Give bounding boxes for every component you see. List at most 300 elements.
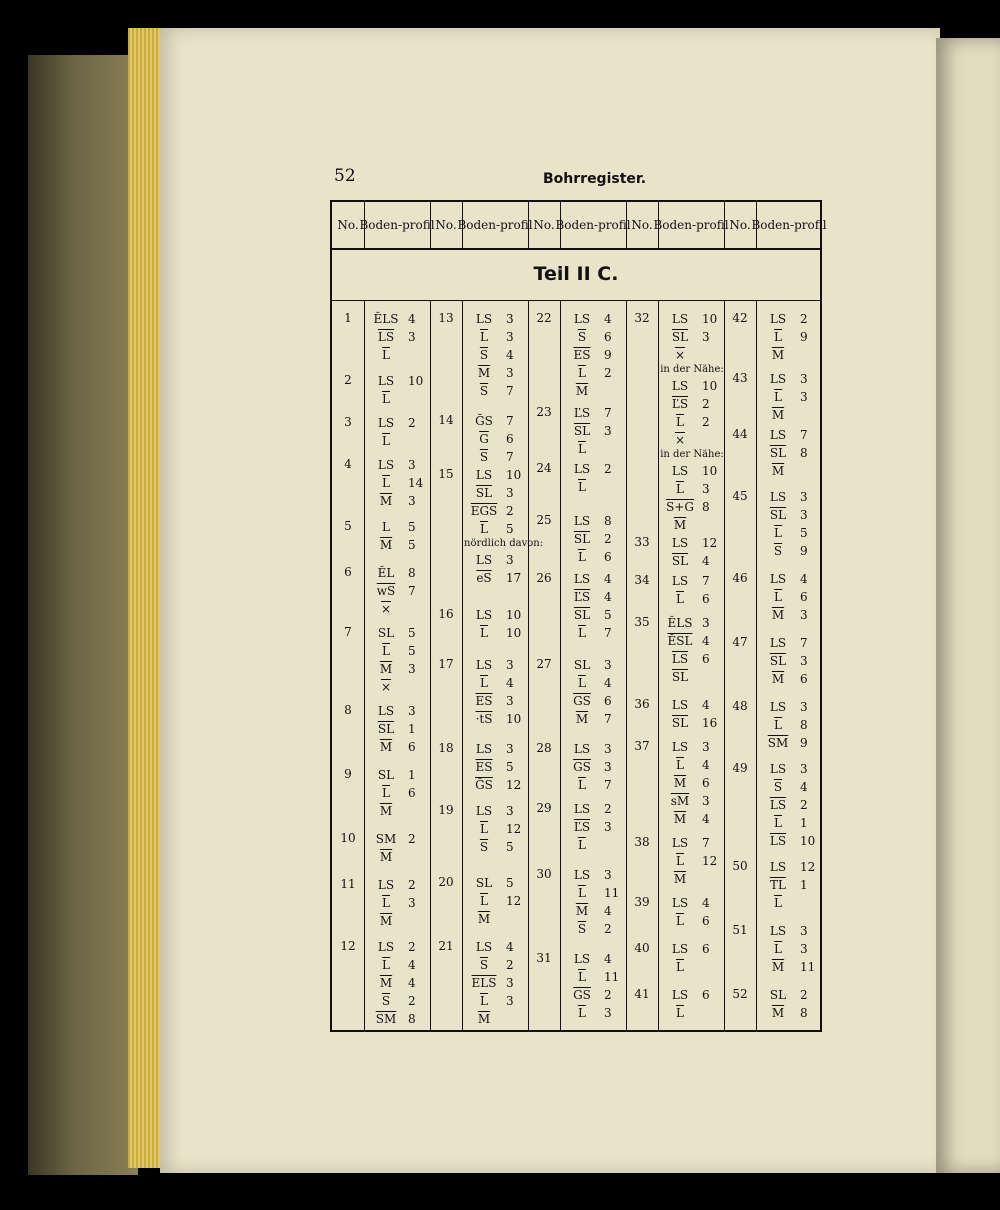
- layer-code: $\overline{L}$: [774, 590, 782, 604]
- profile-layer: [464, 992, 528, 1010]
- profile-layer: [758, 760, 822, 778]
- layer-thickness: 4: [800, 780, 808, 794]
- soil-profile: [464, 938, 528, 1028]
- layer-code: $\overline{LS}$: [671, 652, 689, 666]
- layer-thickness: 10: [702, 464, 718, 478]
- layer-code: $\overline{ES}$: [475, 760, 493, 774]
- profile-layer: [758, 940, 822, 958]
- layer-thickness: 4: [702, 634, 710, 648]
- bore-number: 17: [438, 657, 454, 671]
- layer-thickness: 4: [604, 312, 612, 326]
- layer-code: $\overline{M}$: [379, 976, 393, 990]
- profile-layer: [464, 624, 528, 642]
- profile-layer: [758, 814, 822, 832]
- layer-thickness: 8: [800, 718, 808, 732]
- soil-profile: [758, 488, 822, 560]
- layer-code: $\overline{L}$: [578, 366, 586, 380]
- layer-code: LS: [671, 896, 689, 910]
- layer-thickness: 4: [604, 676, 612, 690]
- layer-thickness: 2: [604, 462, 612, 476]
- profile-layer: [660, 632, 724, 650]
- layer-thickness: 7: [604, 712, 612, 726]
- layer-code: $\overline{S}$: [479, 384, 489, 398]
- layer-thickness: 4: [408, 312, 416, 326]
- layer-thickness: 12: [702, 536, 718, 550]
- layer-code: $\overline{L}$: [480, 994, 488, 1008]
- bore-number: 52: [732, 987, 748, 1001]
- layer-code: LS: [573, 952, 591, 966]
- layer-thickness: 2: [604, 366, 612, 380]
- bore-number: 41: [634, 987, 650, 1001]
- profile-layer: [464, 820, 528, 838]
- soil-profile: [758, 570, 822, 624]
- profile-layer: [660, 792, 724, 810]
- layer-thickness: 3: [800, 762, 808, 776]
- layer-thickness: 7: [506, 384, 514, 398]
- layer-thickness: 4: [506, 348, 514, 362]
- column-divider: [462, 300, 463, 1030]
- profile-layer: [562, 950, 626, 968]
- layer-code: $\overline{wS}$: [376, 584, 396, 598]
- profile-layer: [562, 656, 626, 674]
- layer-code: ·tS: [475, 712, 493, 726]
- profile-layer: [366, 720, 430, 738]
- layer-thickness: 10: [506, 712, 522, 726]
- layer-thickness: 3: [408, 330, 416, 344]
- profile-layer: [366, 766, 430, 784]
- layer-thickness: 6: [702, 592, 710, 606]
- profile-layer: [660, 431, 724, 449]
- profile-layer: [366, 702, 430, 720]
- profile-layer: [758, 796, 822, 814]
- profile-layer: [562, 866, 626, 884]
- profile-layer: [562, 758, 626, 776]
- profile-layer: [758, 524, 822, 542]
- profile-layer: [366, 1010, 430, 1028]
- layer-thickness: 12: [506, 778, 522, 792]
- profile-layer: [366, 660, 430, 678]
- profile-layer: [758, 778, 822, 796]
- layer-thickness: 3: [408, 494, 416, 508]
- layer-thickness: 4: [702, 698, 710, 712]
- profile-layer: [660, 986, 724, 1004]
- profile-layer: [562, 836, 626, 854]
- profile-layer: [758, 876, 822, 894]
- layer-thickness: 6: [506, 432, 514, 446]
- column-divider: [626, 300, 627, 1030]
- profile-layer: [660, 498, 724, 516]
- profile-layer: [758, 588, 822, 606]
- profile-layer: [660, 940, 724, 958]
- profile-layer: [366, 974, 430, 992]
- layer-code: SL: [769, 988, 787, 1002]
- soil-profile: [758, 634, 822, 688]
- layer-code: $\overline{S}$: [773, 544, 783, 558]
- header-bodenprofil: [751, 202, 827, 248]
- layer-code: LS: [769, 636, 787, 650]
- bore-number: 33: [634, 535, 650, 549]
- layer-code: LS: [769, 572, 787, 586]
- layer-thickness: 4: [604, 590, 612, 604]
- header-bodenprofil-line2: profil: [696, 218, 729, 232]
- layer-thickness: 6: [604, 694, 612, 708]
- layer-code: LS: [573, 572, 591, 586]
- bore-number: 39: [634, 895, 650, 909]
- layer-code: $\overline{M}$: [379, 740, 393, 754]
- layer-code: $\overline{M}$: [379, 538, 393, 552]
- layer-thickness: 8: [408, 566, 416, 580]
- profile-layer: [562, 624, 626, 642]
- profile-layer: [660, 413, 724, 431]
- layer-code: $\overline{L}$: [676, 1006, 684, 1020]
- profile-layer: [464, 448, 528, 466]
- profile-layer: [464, 310, 528, 328]
- profile-layer: [366, 784, 430, 802]
- layer-code: LS: [573, 514, 591, 528]
- column-divider: [756, 300, 757, 1030]
- layer-thickness: 5: [604, 608, 612, 622]
- layer-code: ×: [380, 680, 392, 694]
- layer-thickness: 8: [800, 1006, 808, 1020]
- layer-thickness: 3: [506, 330, 514, 344]
- profile-layer: [660, 756, 724, 774]
- layer-code: $\overline{L}$: [774, 942, 782, 956]
- column-divider: [528, 300, 529, 1030]
- profile-layer: [464, 656, 528, 674]
- layer-code: SL: [377, 768, 395, 782]
- profile-layer: [366, 992, 430, 1010]
- layer-code: $\overline{S}$: [479, 840, 489, 854]
- profile-layer: [660, 516, 724, 534]
- layer-thickness: 2: [604, 532, 612, 546]
- header-bodenprofil-line2: profil: [402, 218, 435, 232]
- layer-thickness: 6: [408, 740, 416, 754]
- layer-code: $\overline{ĽS}$: [573, 590, 591, 604]
- layer-code: $\overline{M}$: [477, 912, 491, 926]
- layer-code: $\overline{L}$: [676, 854, 684, 868]
- soil-profile: [660, 894, 724, 930]
- layer-thickness: 4: [702, 812, 710, 826]
- profile-layer: [366, 518, 430, 536]
- facing-page: [936, 38, 1000, 1173]
- layer-code: $\overline{L}$: [578, 838, 586, 852]
- layer-code: L: [382, 520, 390, 534]
- soil-profile: [562, 800, 626, 854]
- column-divider: [364, 300, 365, 1030]
- profile-layer: [366, 310, 430, 328]
- soil-profile: [660, 940, 724, 976]
- bore-number: 10: [340, 831, 356, 845]
- profile-layer: [464, 910, 528, 928]
- profile-layer: [366, 642, 430, 660]
- layer-code: ĔL: [377, 566, 395, 580]
- profile-layer: [562, 404, 626, 422]
- layer-thickness: 3: [702, 794, 710, 808]
- layer-thickness: 3: [800, 942, 808, 956]
- layer-thickness: 10: [702, 379, 718, 393]
- soil-profile: [758, 760, 822, 850]
- profile-layer: [758, 346, 822, 364]
- bore-number: 28: [536, 741, 552, 755]
- profile-layer: [660, 310, 724, 328]
- soil-profile: [366, 564, 430, 618]
- layer-thickness: 3: [506, 553, 514, 567]
- profile-layer: [464, 802, 528, 820]
- layer-code: ĔLS: [373, 312, 399, 326]
- soil-profile: [562, 656, 626, 728]
- profile-layer: [464, 502, 528, 520]
- layer-code: $\overline{S}$: [479, 450, 489, 464]
- layer-thickness: 3: [604, 868, 612, 882]
- layer-thickness: 3: [702, 740, 710, 754]
- layer-thickness: 5: [506, 840, 514, 854]
- profile-layer: [464, 692, 528, 710]
- layer-thickness: 4: [702, 554, 710, 568]
- layer-code: $\overline{sM}$: [670, 794, 690, 808]
- profile-layer: [660, 810, 724, 828]
- soil-profile: [758, 922, 822, 976]
- profile-layer: [562, 570, 626, 588]
- soil-profile: [366, 830, 430, 866]
- layer-thickness: 3: [506, 804, 514, 818]
- layer-thickness: 3: [800, 490, 808, 504]
- layer-code: $\overline{SL}$: [671, 670, 689, 684]
- layer-thickness: 5: [408, 520, 416, 534]
- soil-profile: [366, 372, 430, 408]
- layer-code: $\overline{M}$: [771, 1006, 785, 1020]
- layer-code: $\overline{SL}$: [573, 532, 591, 546]
- profile-layer: [366, 456, 430, 474]
- profile-layer: [660, 552, 724, 570]
- layer-thickness: 3: [506, 658, 514, 672]
- layer-code: $\overline{ES}$: [475, 694, 493, 708]
- profile-layer: [464, 346, 528, 364]
- header-bodenprofil-line2: profil: [598, 218, 631, 232]
- layer-code: $\overline{ĞS}$: [475, 778, 493, 792]
- bore-number: 5: [344, 519, 352, 533]
- layer-code: LS: [475, 468, 493, 482]
- layer-thickness: 2: [800, 312, 808, 326]
- layer-code: LS: [573, 462, 591, 476]
- profile-layer: [562, 364, 626, 382]
- layer-code: LS: [769, 372, 787, 386]
- layer-code: $\overline{LS}$: [769, 798, 787, 812]
- layer-thickness: 4: [702, 896, 710, 910]
- layer-thickness: 7: [800, 428, 808, 442]
- header-bodenprofil: [359, 202, 435, 248]
- layer-code: LS: [573, 742, 591, 756]
- layer-code: $\overline{M}$: [379, 662, 393, 676]
- profile-layer: [758, 634, 822, 652]
- profile-layer: [464, 758, 528, 776]
- layer-code: $\overline{L}$: [480, 626, 488, 640]
- layer-code: $\overline{M}$: [477, 366, 491, 380]
- profile-layer: [660, 462, 724, 480]
- layer-thickness: 8: [604, 514, 612, 528]
- profile-layer: [464, 776, 528, 794]
- layer-thickness: 11: [604, 886, 620, 900]
- layer-thickness: 3: [800, 700, 808, 714]
- layer-thickness: 5: [408, 644, 416, 658]
- header-bodenprofil-line1: Boden-: [359, 218, 403, 232]
- column-divider: [724, 300, 725, 1030]
- layer-thickness: 10: [800, 834, 816, 848]
- layer-code: LS: [769, 312, 787, 326]
- layer-code: $\overline{M}$: [771, 348, 785, 362]
- bore-number: 44: [732, 427, 748, 441]
- layer-thickness: 3: [506, 366, 514, 380]
- profile-layer: [758, 542, 822, 560]
- layer-code: ĔLS: [667, 616, 693, 630]
- layer-code: $\overline{L}$: [578, 778, 586, 792]
- profile-layer: [562, 460, 626, 478]
- soil-profile: [758, 858, 822, 912]
- profile-layer: [660, 650, 724, 668]
- bore-number: 22: [536, 311, 552, 325]
- layer-code: $\overline{L}$: [774, 896, 782, 910]
- layer-code: $\overline{M}$: [673, 872, 687, 886]
- layer-code: LS: [769, 428, 787, 442]
- profile-layer: [758, 734, 822, 752]
- layer-code: $\overline{SL}$: [377, 722, 395, 736]
- profile-layer: [562, 884, 626, 902]
- layer-thickness: 5: [800, 526, 808, 540]
- bore-number: 18: [438, 741, 454, 755]
- layer-thickness: 6: [800, 590, 808, 604]
- layer-thickness: 5: [506, 760, 514, 774]
- soil-profile: [366, 310, 430, 364]
- profile-layer: [464, 364, 528, 382]
- layer-thickness: 11: [800, 960, 816, 974]
- profile-layer: [660, 958, 724, 976]
- layer-code: LS: [377, 416, 395, 430]
- profile-layer: [562, 530, 626, 548]
- layer-thickness: 3: [800, 372, 808, 386]
- bore-number: 11: [340, 877, 356, 891]
- layer-thickness: 3: [506, 486, 514, 500]
- layer-code: $\overline{M}$: [379, 494, 393, 508]
- layer-thickness: 12: [800, 860, 816, 874]
- soil-profile: [660, 572, 724, 608]
- layer-code: LS: [475, 940, 493, 954]
- profile-layer: [660, 395, 724, 413]
- bore-number: 37: [634, 739, 650, 753]
- profile-layer: [562, 512, 626, 530]
- layer-code: SL: [377, 626, 395, 640]
- layer-thickness: 5: [408, 626, 416, 640]
- profile-layer: [464, 974, 528, 992]
- layer-thickness: 7: [702, 574, 710, 588]
- profile-layer: [758, 716, 822, 734]
- soil-profile: [660, 614, 724, 686]
- layer-code: LS: [573, 802, 591, 816]
- soil-profile: [660, 834, 724, 888]
- profile-layer: [366, 912, 430, 930]
- profile-layer: [562, 920, 626, 938]
- layer-thickness: 12: [506, 822, 522, 836]
- profile-layer: [758, 388, 822, 406]
- layer-code: $\overline{M}$: [771, 464, 785, 478]
- profile-layer: [464, 412, 528, 430]
- profile-layer: [562, 776, 626, 794]
- soil-profile: [464, 874, 528, 928]
- layer-code: $\overline{L}$: [382, 958, 390, 972]
- layer-thickness: 3: [506, 976, 514, 990]
- bore-number: 40: [634, 941, 650, 955]
- profile-layer: [660, 590, 724, 608]
- profile-layer: [366, 564, 430, 582]
- bore-number: 46: [732, 571, 748, 585]
- layer-code: LS: [475, 312, 493, 326]
- profile-layer: [562, 382, 626, 400]
- layer-thickness: 11: [604, 970, 620, 984]
- profile-layer: [758, 922, 822, 940]
- layer-thickness: 12: [702, 854, 718, 868]
- profile-layer: [562, 710, 626, 728]
- soil-profile: [660, 534, 724, 570]
- profile-layer: [660, 834, 724, 852]
- layer-code: $\overline{SL}$: [769, 446, 787, 460]
- layer-thickness: 9: [604, 348, 612, 362]
- layer-code: $\overline{SL}$: [671, 554, 689, 568]
- profile-layer: [464, 874, 528, 892]
- profile-layer: [758, 506, 822, 524]
- layer-code: $\overline{SL}$: [671, 330, 689, 344]
- bore-number: 15: [438, 467, 454, 481]
- borehole-register-table: [330, 200, 827, 1032]
- layer-code: $\overline{SL}$: [769, 508, 787, 522]
- layer-code: LS: [671, 698, 689, 712]
- layer-code: $\overline{ES}$: [573, 348, 591, 362]
- layer-code: LS: [377, 374, 395, 388]
- layer-code: $\overline{GS}$: [573, 988, 591, 1002]
- layer-thickness: 2: [408, 940, 416, 954]
- layer-thickness: 2: [800, 988, 808, 1002]
- layer-thickness: 2: [408, 416, 416, 430]
- profile-layer: [562, 548, 626, 566]
- soil-profile: [660, 986, 724, 1022]
- layer-code: $\overline{L}$: [578, 626, 586, 640]
- header-bodenprofil-line1: Boden-: [653, 218, 697, 232]
- layer-thickness: 1: [408, 768, 416, 782]
- bore-number: 26: [536, 571, 552, 585]
- layer-code: $\overline{S}$: [479, 348, 489, 362]
- profile-note: nördlich davon:: [464, 538, 544, 549]
- profile-layer: [366, 492, 430, 510]
- profile-layer: [758, 310, 822, 328]
- profile-layer: [366, 536, 430, 554]
- layer-code: $\overline{L}$: [774, 816, 782, 830]
- layer-code: LS: [769, 860, 787, 874]
- layer-thickness: 3: [604, 742, 612, 756]
- layer-code: $\overline{L}$: [578, 676, 586, 690]
- profile-layer: [660, 614, 724, 632]
- profile-note: in der Nähe:: [660, 364, 724, 375]
- soil-profile: [562, 460, 626, 496]
- profile-layer: [562, 346, 626, 364]
- profile-layer: [464, 938, 528, 956]
- bore-number: 1: [344, 311, 352, 325]
- layer-thickness: 2: [408, 994, 416, 1008]
- layer-code: $\overline{L}$: [676, 758, 684, 772]
- layer-code: $\overline{SL}$: [671, 716, 689, 730]
- profile-layer: [366, 678, 430, 696]
- layer-code: $\overline{M}$: [575, 712, 589, 726]
- profile-layer: [660, 328, 724, 346]
- layer-code: $\overline{L}$: [774, 526, 782, 540]
- profile-layer: [464, 838, 528, 856]
- layer-code: LS: [671, 988, 689, 1002]
